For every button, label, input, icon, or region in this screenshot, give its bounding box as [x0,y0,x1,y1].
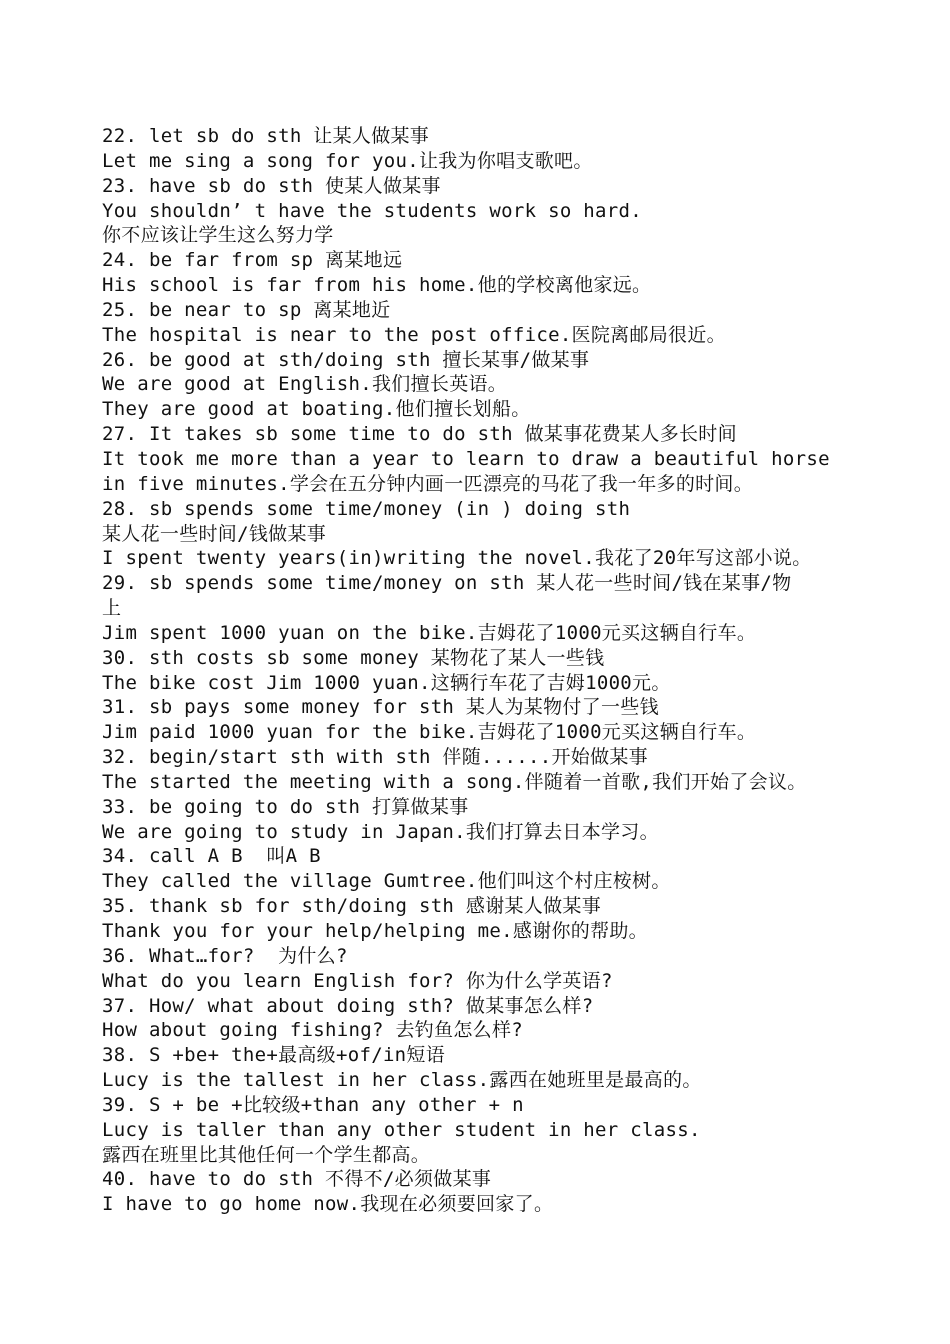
text-line: 29. sb spends some time/money on sth 某人花一些时间/钱在某事/物 [102,572,792,595]
text-line: 24. be far from sp 离某地远 [102,249,403,272]
text-line: We are good at English.我们擅长英语。 [102,373,508,396]
text-line: 39. S + be +比较级+than any other + n [102,1093,524,1116]
text-line: His school is far from his home.他的学校离他家远。 [102,274,652,297]
text-line: 露西在班里比其他任何一个学生都高。 [102,1143,431,1166]
text-line: The bike cost Jim 1000 yuan.这辆行车花了吉姆1000元。 [102,671,671,694]
text-line: 37. How/ what about doing sth? 做某事怎么样? [102,994,594,1017]
text-line: What do you learn English for? 你为什么学英语? [102,969,613,992]
text-line: 26. be good at sth/doing sth 擅长某事/做某事 [102,348,590,371]
text-line: Lucy is the tallest in her class.露西在她班里是最高的。 [102,1069,702,1092]
text-line: 38. S +be+ the+最高级+of/in短语 [102,1044,446,1067]
text-line: 34. call A B 叫A B [102,845,321,868]
text-line: How about going fishing? 去钓鱼怎么样? [102,1019,524,1042]
text-line: 上 [102,597,122,620]
text-line: I spent twenty years(in)writing the novel.我花了20年写这部小说。 [102,547,812,570]
text-line: Lucy is taller than any other student in her class. [102,1118,701,1141]
text-line: 33. be going to do sth 打算做某事 [102,795,469,818]
text-line: 30. sth costs sb some money 某物花了某人一些钱 [102,646,605,669]
text-line: 35. thank sb for sth/doing sth 感谢某人做某事 [102,895,602,918]
text-line: 27. It takes sb some time to do sth 做某事花费某人多长时间 [102,423,737,446]
text-line: 31. sb pays some money for sth 某人为某物付了一些钱 [102,696,659,719]
text-line: 你不应该让学生这么努力学 [102,224,334,247]
text-line: 36. What…for? 为什么? [102,944,348,967]
text-line: Jim spent 1000 yuan on the bike.吉姆花了1000元买这辆自行车。 [102,621,757,644]
text-line: I have to go home now.我现在必须要回家了。 [102,1193,554,1216]
text-line: 32. begin/start sth with sth 伴随......开始做某事 [102,746,648,769]
text-line: Let me sing a song for you.让我为你唱支歌吧。 [102,149,593,172]
document-body [102,124,892,1217]
text-line: 40. have to do sth 不得不/必须做某事 [102,1168,492,1191]
text-line: They are good at boating.他们擅长划船。 [102,398,531,421]
text-line: Jim paid 1000 yuan for the bike.吉姆花了1000元买这辆自行车。 [102,721,757,744]
text-line: 23. have sb do sth 使某人做某事 [102,174,441,197]
text-line: 28. sb spends some time/money (in ) doing sth [102,497,631,520]
text-line: Thank you for your help/helping me.感谢你的帮助。 [102,920,648,942]
text-line: The started the meeting with a song.伴随着一首歌,我们开始了会议。 [102,770,807,793]
text-line: It took me more than a year to learn to draw a beautiful horse [102,447,830,470]
text-line: in five minutes.学会在五分钟内画一匹漂亮的马花了我一年多的时间。 [102,472,754,495]
text-line: 22. let sb do sth 让某人做某事 [102,125,430,147]
text-line: We are going to study in Japan.我们打算去日本学习。 [102,820,659,843]
text-line: 某人花一些时间/钱做某事 [102,522,327,545]
text-line: The hospital is near to the post office.医院离邮局很近。 [102,323,726,346]
text-line: 25. be near to sp 离某地近 [102,298,391,321]
text-line: You shouldn’ t have the students work so hard. [102,199,642,222]
text-line: They called the village Gumtree.他们叫这个村庄桉树。 [102,870,671,893]
